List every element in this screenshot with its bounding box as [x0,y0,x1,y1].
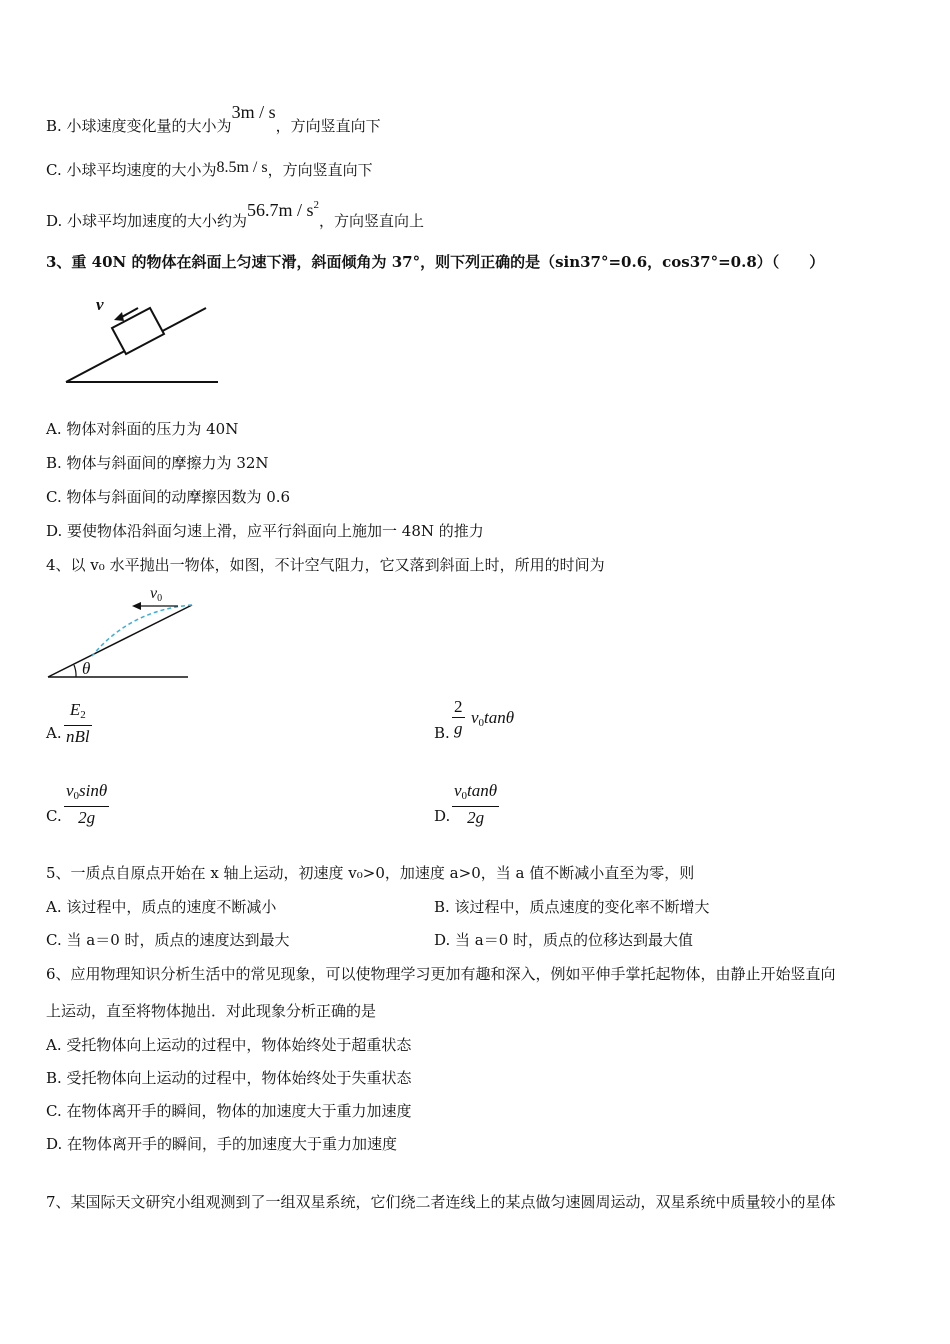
q2-b-tail: ，方向竖直向下 [275,117,381,135]
projectile-incline-figure [40,582,200,682]
q4-option-a-fraction [64,700,92,748]
q2-option-b [46,102,381,136]
theta-label: θ [82,659,91,678]
q4-a-denominator: nBl [66,727,90,746]
q4-option-d-fraction: $v_0\tan\theta$ 2g [454,781,498,827]
v0-label: v0 [150,585,163,604]
q2-b-value: 3m / s [231,102,276,122]
q4-b-numerator: 2 [454,697,463,716]
q3-option-a: A. 物体对斜面的压力为 40N [46,420,239,438]
q4-a-numerator: E [69,700,81,719]
q3-option-b: B. 物体与斜面间的摩擦力为 32N [46,454,269,472]
q4-c-numerator: sinθ [79,781,108,800]
q4-stem: 4、以 v₀ 水平抛出一物体，如图，不计空气阻力，它又落到斜面上时，所用的时间为 [46,556,605,574]
q6-option-a: A. 受托物体向上运动的过程中，物体始终处于超重状态 [46,1036,412,1054]
q2-d-tail: ，方向竖直向上 [319,212,425,230]
q4-option-a-label: A. [46,724,62,742]
q6-option-d: D. 在物体离开手的瞬间，手的加速度大于重力加速度 [46,1135,398,1153]
q6-option-b: B. 受托物体向上运动的过程中，物体始终处于失重状态 [46,1069,412,1087]
incline-block-figure [60,290,230,390]
q5-option-a: A. 该过程中，质点的速度不断减小 [46,898,277,916]
q4-b-denominator: g [454,719,463,738]
q4-option-b-fraction [452,697,465,740]
q4-option-c-label: C. [46,807,62,825]
q3-option-d: D. 要使物体沿斜面匀速上滑，应平行斜面向上施加一 48N 的推力 [46,522,484,540]
q3-option-c: C. 物体与斜面间的动摩擦因数为 0.6 [46,488,291,506]
q5-option-d: D. 当 a＝0 时，质点的位移达到最大值 [434,931,694,949]
q4-c-denominator: 2g [78,808,96,827]
q6-option-c: C. 在物体离开手的瞬间，物体的加速度大于重力加速度 [46,1102,412,1120]
q2-b-text: B. 小球速度变化量的大小为 [46,117,232,135]
q2-option-d [46,199,425,231]
q4-d-numerator: tanθ [467,781,498,800]
q2-option-c [46,160,373,181]
q6-stem-line2: 上运动，直至将物体抛出．对此现象分析正确的是 [46,1002,377,1020]
q2-c-tail: ，方向竖直向下 [267,161,373,179]
q2-d-value: 56.7m / s [247,200,314,220]
q5-stem: 5、一质点自原点开始在 x 轴上运动，初速度 v₀>0，加速度 a>0，当 a 值不断减小直至为零，则 [46,864,695,882]
q4-a-numerator-sub: 2 [80,709,86,721]
q5-option-c: C. 当 a＝0 时，质点的速度达到最大 [46,931,290,949]
q2-c-text: C. 小球平均速度的大小为 [46,161,217,179]
q2-d-text: D. 小球平均加速度的大小约为 [46,212,248,230]
q5-option-b: B. 该过程中，质点速度的变化率不断增大 [434,898,710,916]
q7-stem: 7、某国际天文研究小组观测到了一组双星系统，它们绕二者连线上的某点做匀速圆周运动，双星系统中质量较小的星体 [46,1193,836,1211]
q4-option-b-tail: $v_0\tan\theta$ [471,708,515,729]
q2-d-exponent: 2 [313,199,320,211]
q6-stem-line1: 6、应用物理知识分析生活中的常见现象，可以使物理学习更加有趣和深入，例如平伸手掌托起物体，由静止开始竖直向 [46,965,836,983]
q2-c-value: 8.5m / s [216,159,268,176]
q4-d-denominator: 2g [467,808,485,827]
velocity-label: v [96,295,104,314]
q4-option-c-fraction: $v_0\sin\theta$ 2g [66,781,108,827]
q3-stem: 3、重 40N 的物体在斜面上匀速下滑，斜面倾角为 37°，则下列正确的是（sin37°=0.6，cos37°=0.8）（ ） [46,253,825,271]
q4-option-b-label: B. [434,724,450,742]
q4-option-d-label: D. [434,807,451,825]
